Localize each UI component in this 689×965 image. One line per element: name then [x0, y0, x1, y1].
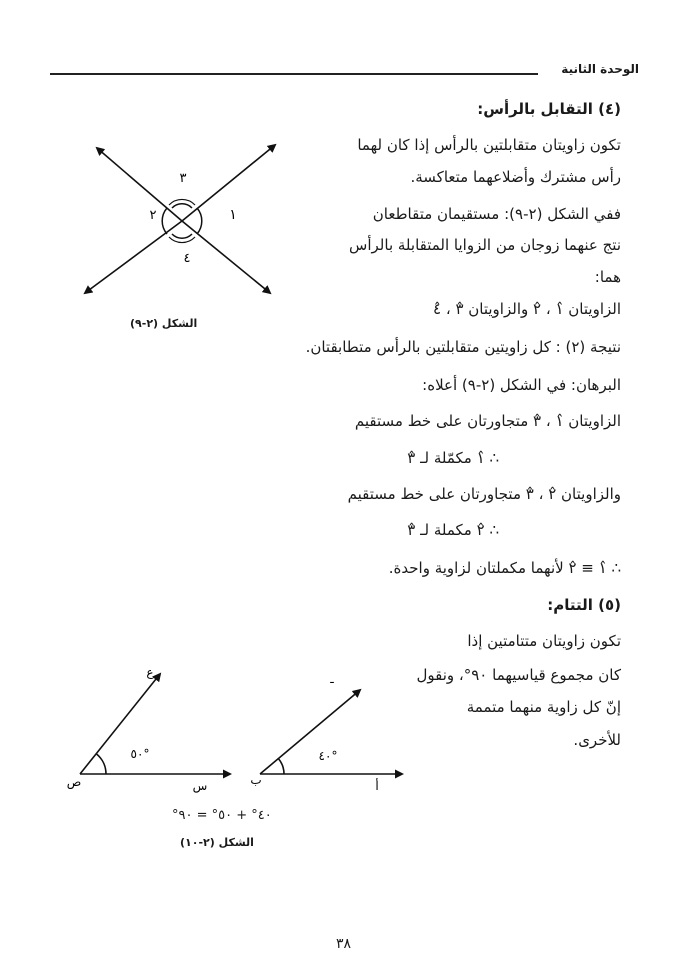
line-ray	[85, 221, 182, 293]
angle-4-arc	[172, 234, 192, 238]
line-ray	[97, 148, 182, 221]
proof-line: ∴ ١̂ مكمّلة لـ ٣̂	[407, 449, 499, 467]
angle-1-arc	[197, 208, 202, 234]
proof-line: ∴ ٢̂ مكملة لـ ٣̂	[407, 521, 499, 539]
section-5-title: (٥) التتام:	[547, 596, 621, 614]
angle-2-label: ٢	[149, 208, 157, 223]
angle-40-arc	[278, 759, 284, 774]
angle-2-arc	[162, 208, 167, 234]
section-5-line: كان مجموع قياسيهما ٩٠°، ونقول	[416, 666, 621, 684]
angle-3-arc	[172, 204, 192, 208]
section-4-line: تكون زاويتان متقابلتين بالرأس إذا كان لهما	[357, 136, 621, 154]
ray-top-ain: ع	[146, 665, 154, 679]
angle-4-label: ٤	[183, 251, 191, 266]
section-5-line: للأخرى.	[573, 731, 621, 749]
section-4-line: رأس مشترك وأضلاعهما متعاكسة.	[410, 168, 621, 186]
section-4-line: ففي الشكل (٢-٩): مستقيمان متقاطعان	[372, 205, 621, 223]
angle-40-label: ٤٠°	[318, 749, 338, 763]
ray-end-seen: س	[192, 779, 208, 793]
vertical-angles-list: الزاويتان ١̂ ، ٢̂ والزاويتان ٣̂ ، ٤̂	[432, 300, 621, 318]
ray-end-alef: أ	[375, 779, 379, 793]
vertex-ba: ب	[250, 773, 262, 787]
running-header: الوحدة الثانية	[561, 62, 639, 76]
figure-2-10-caption: الشكل (٢-١٠)	[180, 836, 254, 849]
page-number: ٣٨	[336, 936, 352, 952]
result-2: نتيجة (٢) : كل زاويتين متقابلتين بالرأس متطابقتان.	[305, 338, 621, 356]
vertex-sad: ص	[66, 775, 82, 789]
header-rule	[50, 73, 538, 75]
ray-top	[260, 690, 360, 774]
section-5-line: تكون زاويتان متتامتين إذا	[467, 632, 621, 650]
line-ray	[182, 221, 270, 293]
angle-50-arc	[97, 754, 106, 774]
angle-3-label: ٣	[179, 171, 187, 186]
sum-equation: ٤٠° + ٥٠° = ٩٠°	[172, 808, 272, 823]
proof-line: والزاويتان ٢̂ ، ٣̂ متجاورتان على خط مستقيم	[347, 485, 621, 503]
section-5-line: إنّ كل زاوية منهما متممة	[466, 698, 621, 716]
figure-2-9	[75, 135, 290, 305]
proof-conclusion: ∴ ١̂ ≡ ٢̂ لأنهما مكملتان لزاوية واحدة.	[388, 559, 621, 577]
proof-line: البرهان: في الشكل (٢-٩) أعلاه:	[422, 376, 621, 394]
angle-1-label: ١	[229, 207, 237, 223]
section-4-line: هما:	[594, 268, 621, 286]
section-4-line: نتج عنهما زوجان من الزوايا المتقابلة بالرأس	[349, 236, 621, 254]
angle-50-label: ٥٠°	[130, 747, 150, 761]
section-4-title: (٤) التقابل بالرأس:	[477, 100, 621, 118]
proof-line: الزاويتان ١̂ ، ٣̂ متجاورتان على خط مستقيم	[354, 412, 621, 430]
ray-top-label: ـ	[330, 672, 334, 686]
figure-2-10	[60, 660, 410, 800]
figure-2-9-caption: الشكل (٢-٩)	[130, 317, 198, 330]
